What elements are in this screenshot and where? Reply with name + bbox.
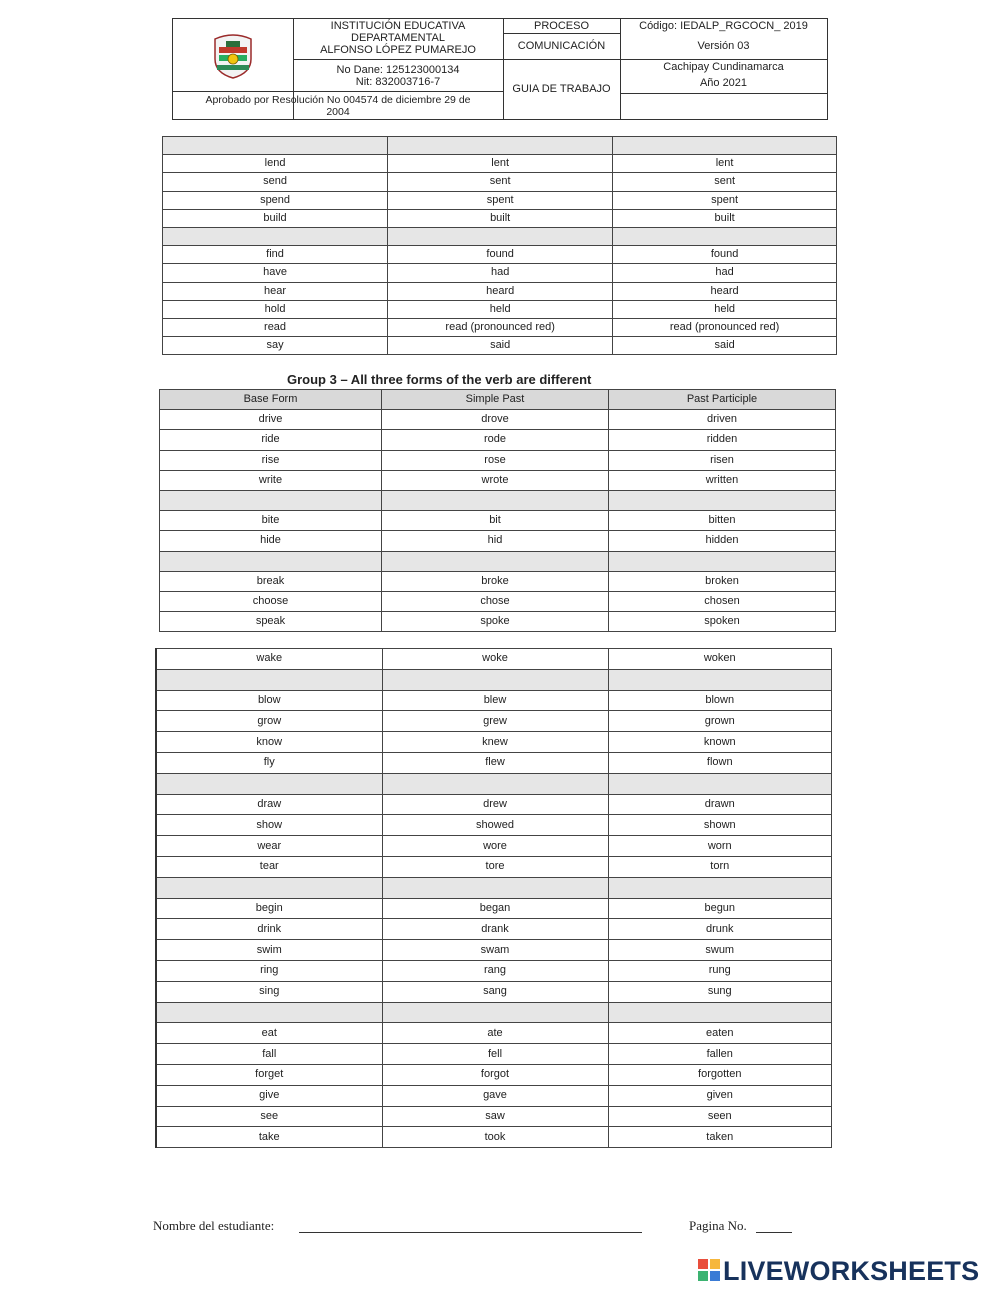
table-cell: hidden <box>609 531 836 551</box>
liveworksheets-brand: LIVEWORKSHEETS <box>723 1256 980 1286</box>
table-cell: hide <box>160 531 382 551</box>
table-row <box>156 940 832 961</box>
page-number-line[interactable] <box>756 1232 792 1233</box>
table-cell: heard <box>613 282 837 300</box>
table-cell: heard <box>388 282 613 300</box>
location-label: Cachipay Cundinamarca <box>663 61 784 73</box>
column-header: Simple Past <box>382 390 609 410</box>
table-cell: blow <box>156 690 382 711</box>
table-cell: speak <box>160 612 382 632</box>
table-row <box>156 919 832 940</box>
table-cell: say <box>163 337 388 355</box>
table-row <box>163 155 837 173</box>
table-row <box>163 137 837 155</box>
table-cell: ridden <box>609 430 836 450</box>
table-cell <box>608 877 832 898</box>
school-crest-icon <box>211 33 255 79</box>
table-row <box>156 836 832 857</box>
table-cell: rang <box>382 960 608 981</box>
table-cell: spent <box>388 191 613 209</box>
table-row <box>163 246 837 264</box>
table-cell: forgot <box>382 1064 608 1085</box>
table-cell <box>163 227 388 245</box>
table-cell: eaten <box>608 1023 832 1044</box>
table-cell: said <box>613 337 837 355</box>
table-cell: built <box>388 209 613 227</box>
table-cell: found <box>388 246 613 264</box>
table-cell: built <box>613 209 837 227</box>
table-row <box>163 282 837 300</box>
table-row <box>156 898 832 919</box>
table-row <box>156 981 832 1002</box>
table-row <box>156 649 832 670</box>
table-cell: send <box>163 173 388 191</box>
table-cell: torn <box>608 856 832 877</box>
table-cell: sung <box>608 981 832 1002</box>
table-cell: hid <box>382 531 609 551</box>
table-cell: find <box>163 246 388 264</box>
student-name-line[interactable] <box>299 1232 642 1233</box>
verb-table-group3 <box>159 389 836 632</box>
table-cell: found <box>613 246 837 264</box>
student-name-label: Nombre del estudiante: <box>153 1218 275 1233</box>
table-row <box>156 960 832 981</box>
table-cell <box>382 1002 608 1023</box>
table-cell: driven <box>609 410 836 430</box>
table-cell: swim <box>156 940 382 961</box>
table-cell: blew <box>382 690 608 711</box>
table-cell: chose <box>382 591 609 611</box>
table-cell: rise <box>160 450 382 470</box>
table-row <box>160 551 836 571</box>
table-row <box>160 511 836 531</box>
group3-title: Group 3 – All three forms of the verb are different <box>287 372 592 387</box>
table-row <box>160 571 836 591</box>
table-cell: forget <box>156 1064 382 1085</box>
year-label: Año 2021 <box>699 77 748 89</box>
table-cell: lend <box>163 155 388 173</box>
table-cell <box>156 773 382 794</box>
document-header <box>172 18 828 120</box>
table-cell: bit <box>382 511 609 531</box>
column-header: Base Form <box>160 390 382 410</box>
table-cell <box>613 137 837 155</box>
table-cell: show <box>156 815 382 836</box>
table-cell: wrote <box>382 470 609 490</box>
table-row <box>156 815 832 836</box>
table-cell: drive <box>160 410 382 430</box>
table-cell: wake <box>156 649 382 670</box>
table-cell: know <box>156 732 382 753</box>
table-cell: held <box>388 300 613 318</box>
table-row <box>156 1064 832 1085</box>
table-cell: bite <box>160 511 382 531</box>
table-cell: began <box>382 898 608 919</box>
institution-ids: No Dane: 125123000134 Nit: 832003716-7 <box>336 64 460 88</box>
code-label: Código: IEDALP_RGCOCN_ 2019 <box>639 20 808 32</box>
table-cell: ring <box>156 960 382 981</box>
table-row <box>156 1023 832 1044</box>
table-cell <box>609 490 836 510</box>
table-cell: seen <box>608 1106 832 1127</box>
table-cell: forgotten <box>608 1064 832 1085</box>
table-row <box>163 173 837 191</box>
resolution-text: Aprobado por Resolución No 004574 de diciembre 29 de 2004 <box>205 94 471 118</box>
table-cell: give <box>156 1085 382 1106</box>
table-cell <box>156 669 382 690</box>
table-cell: begun <box>608 898 832 919</box>
divider <box>503 19 504 119</box>
table-row <box>156 1002 832 1023</box>
table-row <box>160 470 836 490</box>
divider <box>293 59 827 60</box>
table-cell <box>382 877 608 898</box>
table-cell: sent <box>613 173 837 191</box>
area-label: COMUNICACIÓN <box>517 40 606 52</box>
table-row <box>156 1044 832 1065</box>
table-cell: drunk <box>608 919 832 940</box>
table-cell: flew <box>382 752 608 773</box>
table-cell <box>160 551 382 571</box>
table-row <box>156 773 832 794</box>
table-cell <box>613 227 837 245</box>
table-row <box>163 300 837 318</box>
table-cell <box>382 773 608 794</box>
table-row <box>163 264 837 282</box>
table-cell: wear <box>156 836 382 857</box>
table-cell: write <box>160 470 382 490</box>
table-cell: choose <box>160 591 382 611</box>
table-row <box>156 732 832 753</box>
table-cell <box>160 490 382 510</box>
verb-table-group2-continued <box>162 136 837 355</box>
institution-name: INSTITUCIÓN EDUCATIVA DEPARTAMENTAL ALFONSO LÓPEZ PUMAREJO <box>320 20 476 56</box>
table-cell: eat <box>156 1023 382 1044</box>
table-row <box>160 430 836 450</box>
table-cell: ride <box>160 430 382 450</box>
table-cell: rode <box>382 430 609 450</box>
table-row <box>156 1085 832 1106</box>
table-row <box>163 337 837 355</box>
table-row <box>156 794 832 815</box>
table-row <box>156 690 832 711</box>
table-cell: read (pronounced red) <box>388 318 613 336</box>
table-cell: fallen <box>608 1044 832 1065</box>
table-cell: lent <box>388 155 613 173</box>
liveworksheets-logo-icon <box>698 1259 720 1281</box>
table-cell: ate <box>382 1023 608 1044</box>
page-number-label: Pagina No. <box>689 1218 747 1233</box>
table-row <box>160 591 836 611</box>
table-cell: have <box>163 264 388 282</box>
table-cell: build <box>163 209 388 227</box>
table-cell <box>382 551 609 571</box>
table-cell: rose <box>382 450 609 470</box>
table-cell: woken <box>608 649 832 670</box>
table-cell: spent <box>613 191 837 209</box>
table-cell: drink <box>156 919 382 940</box>
table-cell <box>608 1002 832 1023</box>
table-row <box>160 450 836 470</box>
table-row <box>156 752 832 773</box>
table-cell <box>163 137 388 155</box>
table-row <box>163 227 837 245</box>
table-cell: given <box>608 1085 832 1106</box>
table-cell: sent <box>388 173 613 191</box>
table-cell: shown <box>608 815 832 836</box>
table-cell: worn <box>608 836 832 857</box>
table-row <box>163 209 837 227</box>
table-cell <box>382 669 608 690</box>
table-row <box>160 612 836 632</box>
divider <box>503 33 620 34</box>
table-cell <box>156 877 382 898</box>
table-cell: fly <box>156 752 382 773</box>
table-cell: had <box>613 264 837 282</box>
table-cell: read <box>163 318 388 336</box>
table-row <box>156 1127 832 1148</box>
table-row <box>156 856 832 877</box>
table-cell: begin <box>156 898 382 919</box>
table-cell: took <box>382 1127 608 1148</box>
table-cell: showed <box>382 815 608 836</box>
table-cell: saw <box>382 1106 608 1127</box>
table-cell: swam <box>382 940 608 961</box>
table-cell: draw <box>156 794 382 815</box>
table-cell: broke <box>382 571 609 591</box>
table-cell: see <box>156 1106 382 1127</box>
table-cell: swum <box>608 940 832 961</box>
table-cell: had <box>388 264 613 282</box>
table-row <box>156 1106 832 1127</box>
table-cell: written <box>609 470 836 490</box>
divider <box>620 93 827 94</box>
table-cell: grew <box>382 711 608 732</box>
table-cell: tear <box>156 856 382 877</box>
doc-type-label: GUIA DE TRABAJO <box>512 83 611 95</box>
table-cell: read (pronounced red) <box>613 318 837 336</box>
version-label: Versión 03 <box>697 40 750 52</box>
table-cell: taken <box>608 1127 832 1148</box>
table-cell: spoken <box>609 612 836 632</box>
column-header: Past Participle <box>609 390 836 410</box>
table-cell: grown <box>608 711 832 732</box>
table-cell: sing <box>156 981 382 1002</box>
table-cell: rung <box>608 960 832 981</box>
table-header-row <box>160 390 836 410</box>
table-cell: knew <box>382 732 608 753</box>
table-cell: woke <box>382 649 608 670</box>
table-cell: fall <box>156 1044 382 1065</box>
table-cell: gave <box>382 1085 608 1106</box>
table-row <box>163 318 837 336</box>
table-cell <box>388 137 613 155</box>
table-cell: chosen <box>609 591 836 611</box>
table-cell: risen <box>609 450 836 470</box>
table-cell: said <box>388 337 613 355</box>
table-cell <box>388 227 613 245</box>
table-cell: flown <box>608 752 832 773</box>
table-cell: spend <box>163 191 388 209</box>
table-cell: drank <box>382 919 608 940</box>
table-cell <box>608 669 832 690</box>
table-cell: take <box>156 1127 382 1148</box>
table-cell: fell <box>382 1044 608 1065</box>
table-row <box>156 877 832 898</box>
table-cell: drove <box>382 410 609 430</box>
table-row <box>163 191 837 209</box>
verb-table-group3-continued <box>155 648 832 1148</box>
process-label: PROCESO <box>533 20 589 32</box>
table-row <box>160 531 836 551</box>
table-cell: hold <box>163 300 388 318</box>
table-cell: tore <box>382 856 608 877</box>
table-cell: wore <box>382 836 608 857</box>
table-cell: blown <box>608 690 832 711</box>
table-cell <box>382 490 609 510</box>
table-cell <box>608 773 832 794</box>
table-cell: grow <box>156 711 382 732</box>
table-cell: break <box>160 571 382 591</box>
table-cell: spoke <box>382 612 609 632</box>
table-cell: known <box>608 732 832 753</box>
table-cell <box>156 1002 382 1023</box>
table-row <box>156 669 832 690</box>
table-cell: bitten <box>609 511 836 531</box>
table-cell: hear <box>163 282 388 300</box>
table-row <box>156 711 832 732</box>
table-cell: sang <box>382 981 608 1002</box>
table-cell: broken <box>609 571 836 591</box>
table-cell: drew <box>382 794 608 815</box>
divider <box>173 91 503 92</box>
table-cell <box>609 551 836 571</box>
table-cell: held <box>613 300 837 318</box>
table-cell: drawn <box>608 794 832 815</box>
table-row <box>160 410 836 430</box>
table-row <box>160 490 836 510</box>
table-cell: lent <box>613 155 837 173</box>
